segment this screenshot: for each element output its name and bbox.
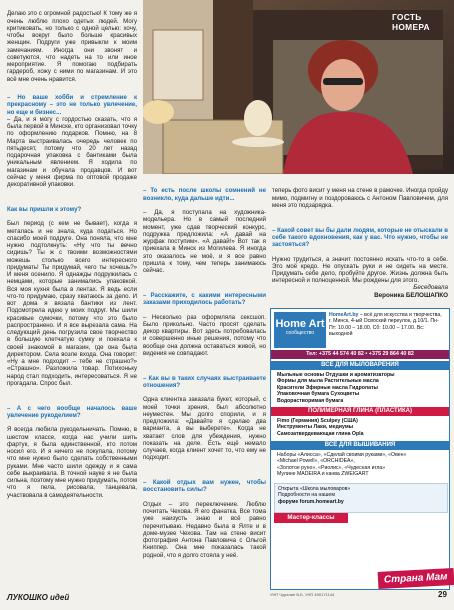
col1-question-3: – А с чего вообще началось ваше увлечение рукоделием?: [7, 404, 137, 419]
clay-list-item: Инструменты Лаки, медиумы: [277, 424, 354, 431]
credit-name: Вероника БЕЛОШАПКО: [374, 292, 448, 299]
embroidery-list-item: Наборы «Алисса», «Сделай своими руками», «Овен»: [277, 452, 407, 458]
col1-answer-3: Я всегда любила рукодельничать. Помню, в шестом классе, когда нас учили шить фартук, я была единственной, кто потом носил его. И я ничего не покупала, потому что мне нужно было сделать собственными руками. Мне часто шили одежду и я сама себе выкраивала. В точной науке я не была сильна, поэтому мне нужно придумать, потом что я пела, рисовала, танцевала, участвовала в самодеятельности.: [7, 426, 138, 499]
homeart-logo: [274, 312, 326, 348]
logo-subtext: сообщество: [286, 330, 314, 336]
embroidery-list-item: «Michael Powell», «ORCHIDEA»,: [277, 458, 355, 465]
clay-list-item: Самозатвердевающая глина Opla: [277, 430, 364, 437]
school-line-2: Подробности на нашем: [278, 492, 335, 499]
col2-answer-2: – Несколько раз оформляла сексшоп. Было прикольно. Часто просят сделать декор квартиры. Вот здесь потребовалась и совершенно иные решения, потому что вообще она должна оставаться живой, но видения не совпадают.: [143, 313, 266, 357]
credit-label: Беседовала: [413, 284, 448, 291]
soap-list-item: Красители Эфирные масла Гидролаты: [277, 384, 378, 391]
col1-intro: Делаю это с огромной радостью! К тому же я очень люблю плохо одетых людей. Могу критиковать, но только с одной целью: хочу, чтобы вокруг было больше красивых женщин. Подруги уже привыкли к моим замечаниям. Иногда они звонят и советуются, что надеть на то или иное мероприятие. Я помогаю подбирать гардероб, хожу с ними по магазинам. И это всё мне очень нравится.: [7, 10, 137, 83]
col2-question-2: – Расскажите, с какими интересными заказами приходилось работать?: [143, 291, 266, 306]
article-column-3: [272, 180, 448, 292]
ad-address: – всё для искусства и творчества, г. Минск, 4-ый Освоский переулок, д.10/1. Пн-Пт: 10.00 – 18.00, Сб: 10.00 – 17.00. Вс: выходной: [329, 312, 442, 338]
col3-question-1: – Какой совет вы бы дали людям, которые не отыскали в себе такого вдохновения, как у вас. Что нужно, чтобы не застояться?: [272, 226, 448, 248]
school-line-1: Открыта «Школа мыловаров»: [278, 486, 351, 492]
page-number: 29: [438, 590, 447, 599]
ad-bar-clay: ПОЛИМЕРНАЯ ГЛИНА (ПЛАСТИКА): [271, 407, 449, 416]
article-column-2: [143, 180, 266, 566]
col3-answer-2: Нужно трудиться, а значит постоянно искать что-то в себе. Это моё кредо. Не опускать руки и не сидеть на месте. Придумать себе дело, пробуйте другое. Жизнь должна быть интересной и полноценной. Мы рождены для этого.: [272, 255, 448, 285]
ad-bar-soap: ВСЁ ДЛЯ МЫЛОВАРЕНИЯ: [271, 361, 449, 370]
col3-answer-1: теперь фото висит у меня на стене в рамочке. Иногда пройду мимо, подмигну и поздороваюсь с Антоном Павловичем, для меня это подзарядка.: [272, 187, 448, 209]
col2-question-3: – Как вы в таких случаях выстраиваете отношения?: [143, 374, 266, 389]
ad-site[interactable]: HomeArt.by: [329, 312, 359, 318]
soap-list: [277, 372, 445, 404]
embroidery-list-item: Мулине MADEIRA и канва ZWEIGART: [277, 471, 369, 478]
watermark: Страна Мам: [378, 568, 454, 589]
section-title: ГОСТЬ НОМЕРА: [392, 12, 430, 32]
col2-answer-3: Одна клиентка заказала букет, который, с моей точки зрения, был абсолютно неуместен. Мы долго спорили, и я предложила: «Давайте я сделаю два варианта, а вы выберете». Когда не хватает слов для убеждения, нужно показать на деле. Есть ещё немало случаев, когда клиент хочет то, что ему не подходит.: [143, 396, 266, 462]
soap-list-item: Упаковочная бумага Сухоцветы: [277, 391, 360, 398]
logo-text: Home Art: [275, 318, 325, 330]
ad-school: [274, 483, 448, 513]
embroidery-list: [277, 452, 445, 478]
school-line-3[interactable]: форуме forum.homeart.by: [278, 498, 344, 505]
ad-bar-embroidery: ВСЁ ДЛЯ ВЫШИВАНИЯ: [271, 441, 449, 450]
col2-answer-1: – Да, я поступала на художника-модельера. Но в самый последний момент, уже сдав творческий конкурс, подружка предложила: «А давай на журфак поступим». «А давай!» Вот так я приехала в Минск из Могилева. Я иногда это оказалось не моё, и я все равно пришла к тому, чем теперь занимаюсь сейчас.: [143, 209, 266, 274]
clay-list-item: Fimo (Германия) Sculpey (США): [277, 418, 358, 424]
clay-list: [277, 418, 445, 437]
col2-question-1: – То есть после школы сомнений не возникло, куда дальше идти...: [143, 187, 266, 202]
homeart-advertisement[interactable]: [270, 308, 450, 590]
ad-intro: [329, 312, 445, 338]
soap-list-item: Мыльные основы Отдушки и ароматизаторы: [277, 372, 395, 378]
soap-list-item: Формы для мыла Растительные масла: [277, 378, 379, 385]
page-footer: [0, 571, 454, 610]
col2-answer-4: Отдых – это переключение. Люблю почитать Чехова. Я его фанатка. Все тома уже наизусть знаю и всё равно перечитываю. Недавно была в Ялте и в доме-музее Чехова. Там на стене висит фотография Антона Павловича с Ольгой Книппер. Она мне показалась такой родной, что я долго стояла у неё.: [143, 500, 266, 559]
col1-answer-1: – Да, и я могу с гордостью сказать, что я была первой в Минске, кто организовал точку по оформлению подарков. Помню, на 8 Марта выстраивалась очередь человек по пятьдесят, потому что 20 лет назад подарочная упаковка с бантиками была уникальным явлением. Я ходила по магазинам и обучала продавцов. И вот сейчас у меня фирма по оптовой продаже декоративной упаковки.: [7, 115, 137, 188]
ad-phone: Тел: +375 44 574 40 82 • +375 29 864 40 82: [271, 350, 449, 359]
article-credit: [340, 284, 448, 300]
embroidery-list-item: «Золотое руно», «Риолис», «Чудесная игла»: [277, 464, 386, 471]
soap-list-item: Водорастворимая бумага: [277, 397, 344, 404]
col1-question-2: Как вы пришли к этому?: [7, 205, 82, 213]
article-column-1: [7, 3, 137, 506]
col1-answer-2: Был период (с кем не бывает), когда я металась и не знала, куда податься. Но спасибо моей подруге. Она поняла, что мне нужно подтолкнуть: «Ну что ты вечно сидишь? Ты ж с твоими возможностями можешь столько всего интересного придумать! Ты придумай, чего ты хочешь?» И меня осенило. Я однажды подружилась с немцами, которые занимались упаковкой. Вся моя кухня была в лентах. Я ведь если что-то придумаю, сразу хватаюсь за дело. И вот дома я вязала бантики из лент. Подсмотрела идею у моих подруг. Мы шили красивые сумочки, потому что это было распространено. И я все вырезала сама. На следующий день погрузила свое творчество в большую клетчатую сумку и поехала к своей знакомой в магазин, где она была директором. Села возле входа. Она говорит: «Ну а мне подходит – тебе не страшно?» «Страшно». Разложила товар. Потихоньку народ стал подходить, интересоваться. Я не прогадала. Спрос был.: [7, 220, 137, 387]
imprint: УНП Чуралин В.Б. УНП 490171144: [270, 592, 335, 597]
col1-question-1: – Но ваше хобби и стремление к прекрасному – это не только увлечение, но еще и бизнес...: [7, 94, 137, 116]
magazine-name: ЛУКОШКО идей: [7, 593, 70, 602]
col2-question-4: – Какой отдых вам нужен, чтобы восстановить силы?: [143, 479, 266, 494]
workshops-button[interactable]: Мастер-классы: [274, 513, 348, 523]
